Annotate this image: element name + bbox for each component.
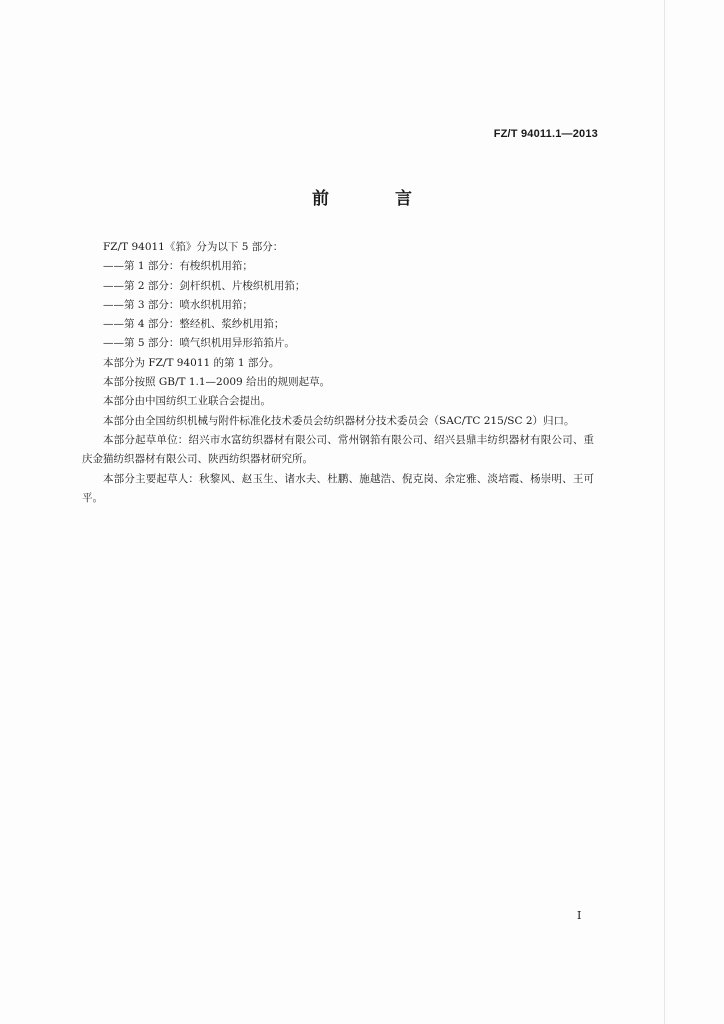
- standard-code: FZ/T 94011.1—2013: [493, 128, 598, 140]
- rules-paragraph: 本部分按照 GB/T 1.1—2009 给出的规则起草。: [103, 376, 331, 389]
- list-item: ——第 3 部分：喷水织机用筘；: [103, 298, 253, 311]
- part-paragraph: 本部分为 FZ/T 94011 的第 1 部分。: [103, 356, 280, 369]
- drafters-paragraph: 本部分主要起草人：秋黎风、赵玉生、诸水夫、杜鹏、施越浩、倪克岗、余定雅、淡培霞、杨崇明、王可平。: [82, 472, 594, 504]
- drafting-units-paragraph: 本部分起草单位：绍兴市水富纺织器材有限公司、常州钢筘有限公司、绍兴县鼎丰纺织器材有限公司、重庆金猫纺织器材有限公司、陕西纺织器材研究所。: [82, 433, 594, 466]
- centralized-paragraph: 本部分由全国纺织机械与附件标准化技术委员会纺织器材分技术委员会（SAC/TC 215/SC 2）归口。: [103, 414, 575, 427]
- list-item: ——第 1 部分：有梭织机用筘；: [103, 260, 253, 273]
- page-number: I: [577, 909, 582, 922]
- list-item: ——第 2 部分：剑杆织机、片梭织机用筘；: [103, 279, 306, 292]
- intro-paragraph: FZ/T 94011《筘》分为以下 5 部分：: [103, 241, 284, 253]
- list-item: ——第 5 部分：喷气织机用异形筘筘片。: [103, 337, 295, 350]
- foreword-body: [82, 238, 594, 508]
- list-item: ——第 4 部分：整经机、浆纱机用筘；: [103, 318, 285, 331]
- proposed-paragraph: 本部分由中国纺织工业联合会提出。: [103, 395, 271, 408]
- page-title: 前 言: [312, 189, 442, 209]
- scan-edge-line: [664, 0, 665, 1024]
